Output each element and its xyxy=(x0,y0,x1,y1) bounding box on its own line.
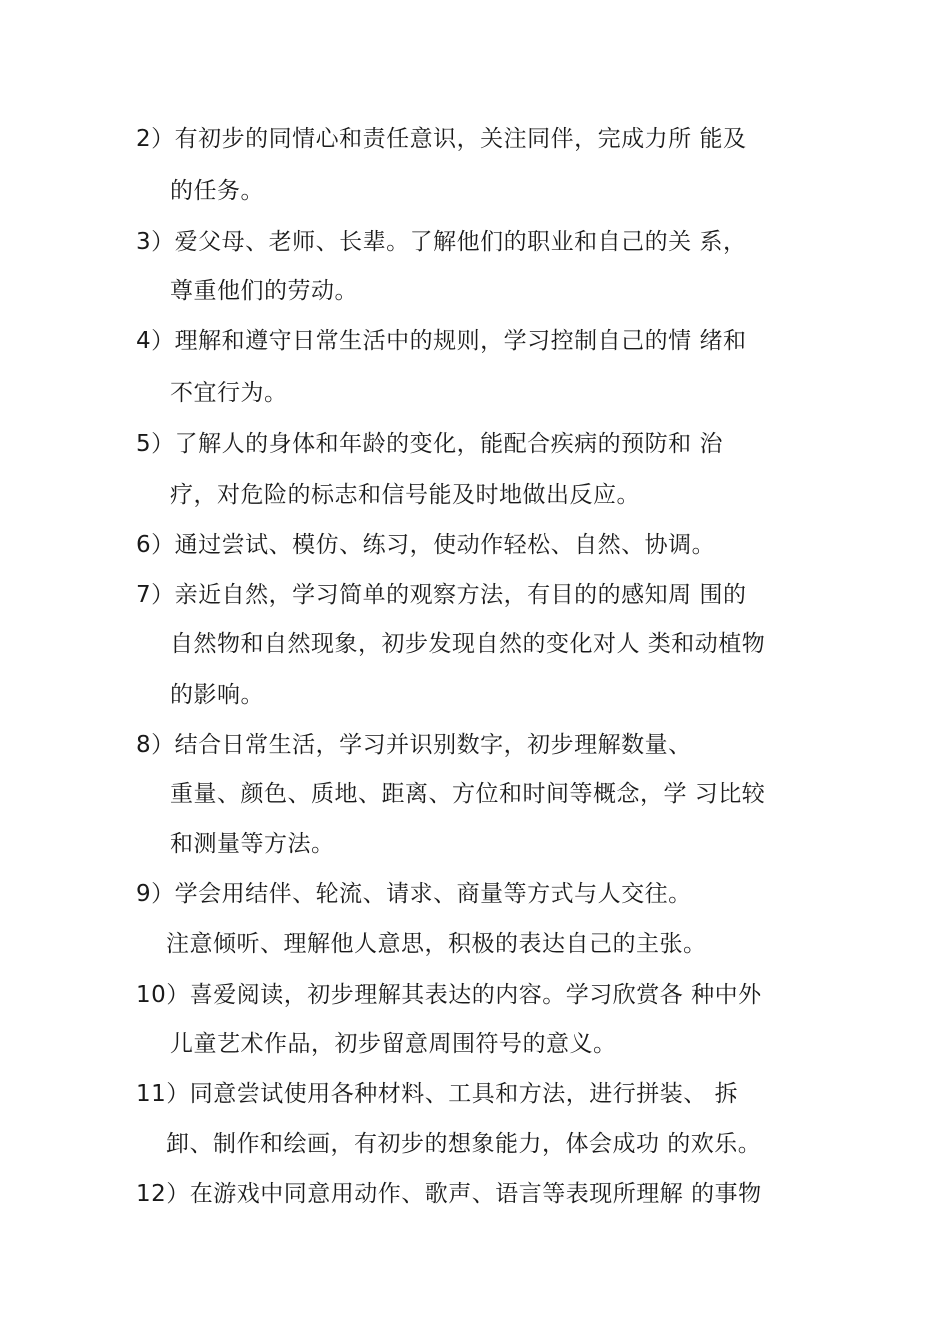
item-11-line-2 xyxy=(166,1129,761,1159)
item-2-line-2 xyxy=(170,176,264,206)
item-text: 重量、颜色、质地、距离、方位和时间等概念，学 习比较 xyxy=(170,781,766,807)
item-text: 的任务。 xyxy=(170,178,264,204)
item-12-line-1 xyxy=(136,1179,762,1209)
item-3-line-2 xyxy=(170,276,358,306)
item-number: 10） xyxy=(136,982,190,1008)
item-8-line-3 xyxy=(170,829,335,859)
item-text: 儿童艺术作品，初步留意周围符号的意义。 xyxy=(170,1031,617,1057)
item-number: 12） xyxy=(136,1181,190,1207)
item-3-line-1 xyxy=(136,227,746,257)
item-number: 11） xyxy=(136,1081,190,1107)
item-text: 在游戏中同意用动作、歌声、语言等表现所理解 的事物 xyxy=(189,1181,762,1207)
item-text: 了解人的身体和年龄的变化，能配合疾病的预防和 治 xyxy=(174,431,723,457)
item-number: 9） xyxy=(136,881,175,907)
item-5-line-1 xyxy=(136,429,723,459)
item-text: 学会用结伴、轮流、请求、商量等方式与人交往。 xyxy=(174,881,692,907)
item-8-line-2 xyxy=(170,779,765,809)
item-text: 爱父母、老师、长辈。了解他们的职业和自己的关 系， xyxy=(174,229,747,255)
item-text: 理解和遵守日常生活中的规则，学习控制自己的情 绪和 xyxy=(174,328,747,354)
item-4-line-1 xyxy=(136,326,746,356)
item-number: 7） xyxy=(136,582,175,608)
item-number: 8） xyxy=(136,732,175,758)
item-text: 同意尝试使用各种材料、工具和方法，进行拼装、 拆 xyxy=(189,1081,739,1107)
item-6-line-1 xyxy=(136,530,715,560)
item-text: 有初步的同情心和责任意识，关注同伴，完成力所 能及 xyxy=(174,126,747,152)
item-9-line-2 xyxy=(166,929,707,959)
item-5-line-2 xyxy=(170,480,640,510)
item-text: 喜爱阅读，初步理解其表达的内容。学习欣赏各 种中外 xyxy=(189,982,762,1008)
item-text: 不宜行为。 xyxy=(170,380,288,406)
item-text: 亲近自然，学习简单的观察方法，有目的的感知周 围的 xyxy=(174,582,747,608)
item-7-line-2 xyxy=(170,629,765,659)
item-9-line-1 xyxy=(136,879,692,909)
item-text: 结合日常生活，学习并识别数字，初步理解数量、 xyxy=(174,732,692,758)
item-7-line-3 xyxy=(170,680,264,710)
item-10-line-1 xyxy=(136,980,762,1010)
item-8-line-1 xyxy=(136,730,692,760)
item-number: 3） xyxy=(136,229,175,255)
item-number: 2） xyxy=(136,126,175,152)
item-number: 4） xyxy=(136,328,175,354)
item-4-line-2 xyxy=(170,378,288,408)
item-10-line-2 xyxy=(170,1029,617,1059)
item-number: 5） xyxy=(136,431,175,457)
item-text: 注意倾听、理解他人意思，积极的表达自己的主张。 xyxy=(166,931,707,957)
item-number: 6） xyxy=(136,532,175,558)
item-2-line-1 xyxy=(136,124,746,154)
item-11-line-1 xyxy=(136,1079,738,1109)
item-text: 尊重他们的劳动。 xyxy=(170,278,358,304)
item-text: 卸、制作和绘画，有初步的想象能力，体会成功 的欢乐。 xyxy=(166,1131,762,1157)
item-text: 疗，对危险的标志和信号能及时地做出反应。 xyxy=(170,482,640,508)
item-7-line-1 xyxy=(136,580,746,610)
item-text: 通过尝试、模仿、练习，使动作轻松、自然、协调。 xyxy=(174,532,716,558)
item-text: 和测量等方法。 xyxy=(170,831,335,857)
item-text: 自然物和自然现象，初步发现自然的变化对人 类和动植物 xyxy=(170,631,766,657)
item-text: 的影响。 xyxy=(170,682,264,708)
